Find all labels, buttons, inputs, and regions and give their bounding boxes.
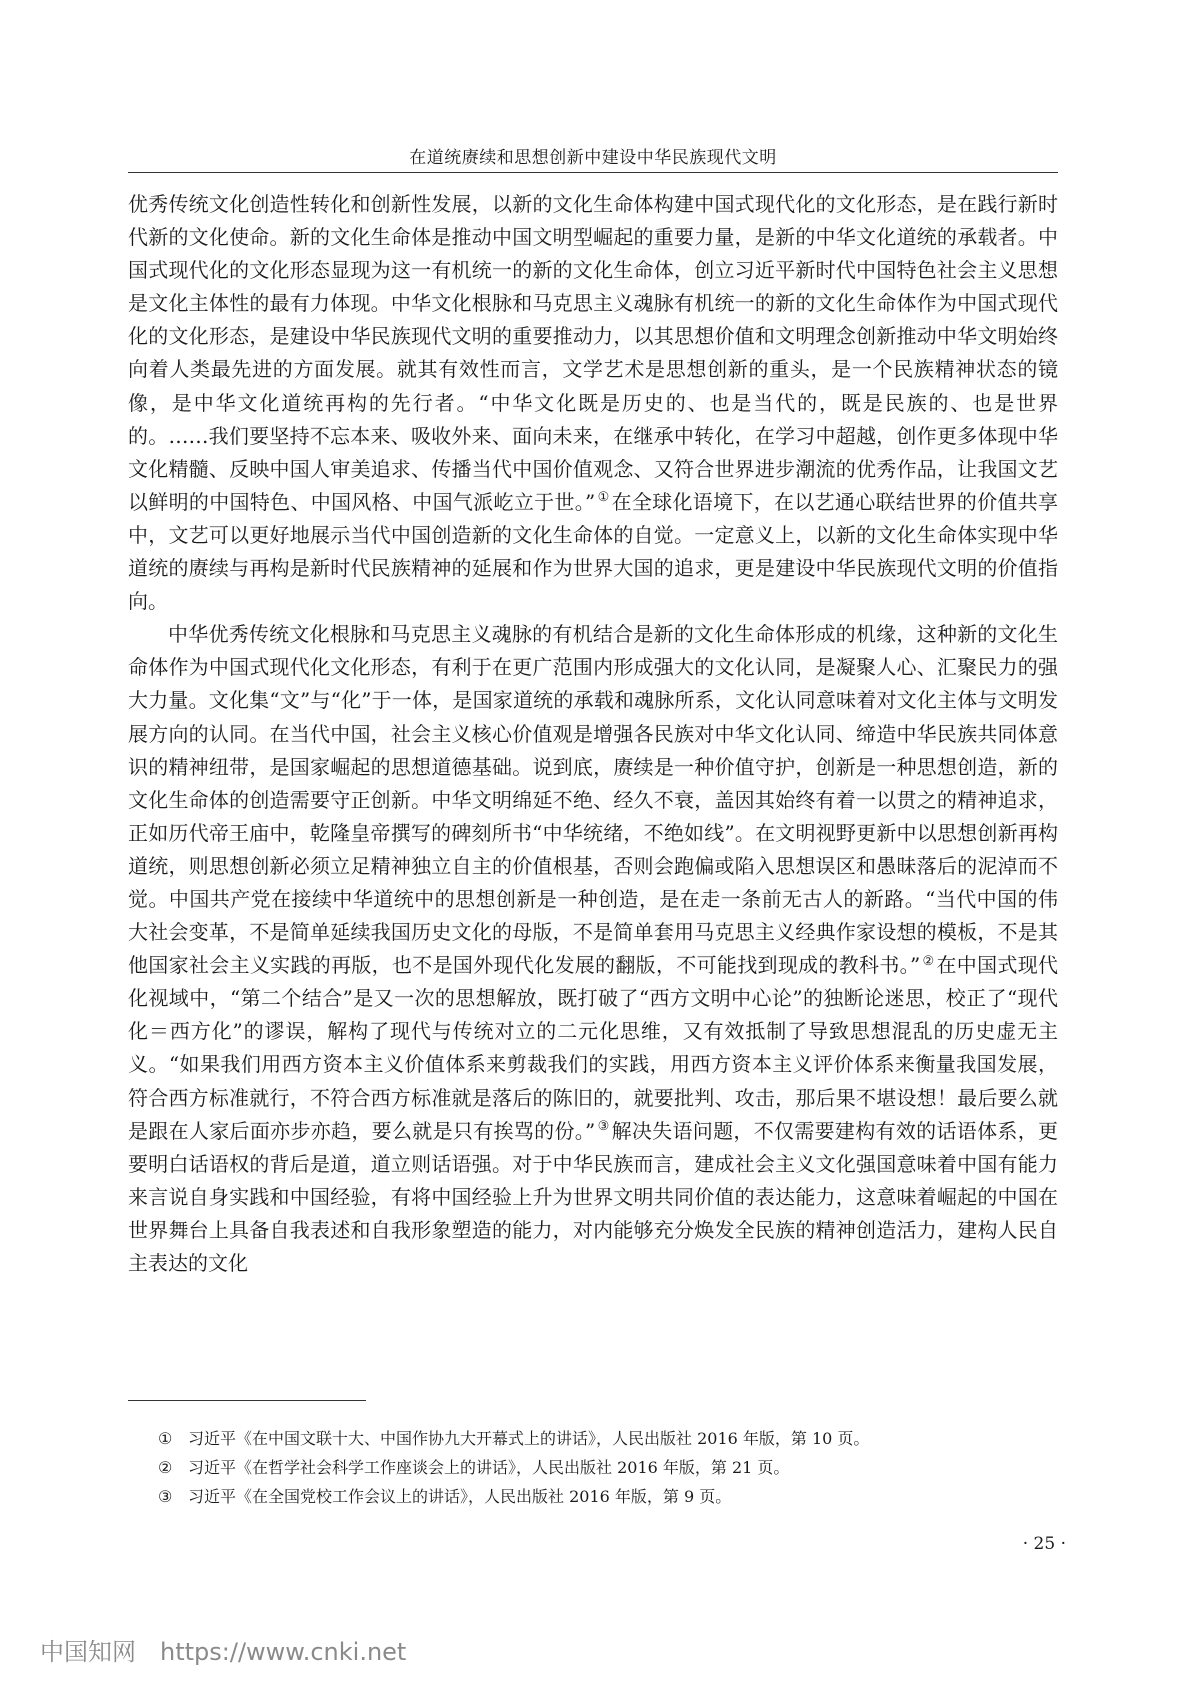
paragraph-2-text-b: 在中国式现代化视域中，“第二个结合”是又一次的思想解放，既打破了“西方文明中心论”的独断论迷思，校正了“现代化＝西方化”的谬误，解构了现代与传统对立的二元化思维，又有效抵制了导致思想混乱的历史虚无主义。“如果我们用西方资本主义价值体系来剪裁我们的实践，用西方资本主义评价体系来衡量我国发展，符合西方标准就行，不符合西方标准就是落后的陈旧的，就要批判、攻击，那后果不堪设想！最后要么就是跟在人家后面亦步亦趋，要么就是只有挨骂的份。” <box>128 953 1059 1143</box>
footnote-3 <box>158 1482 1038 1511</box>
header-rule <box>128 172 1058 173</box>
footnotes <box>158 1424 1038 1511</box>
page-number: · 25 · <box>1022 1534 1066 1554</box>
paragraph-1 <box>128 188 1058 618</box>
footnote-2 <box>158 1453 1038 1482</box>
footnote-mark: ③ <box>158 1487 173 1506</box>
paragraph-2 <box>128 618 1058 1280</box>
running-header: 在道统赓续和思想创新中建设中华民族现代文明 <box>409 148 777 168</box>
footnote-1 <box>158 1424 1038 1453</box>
footnote-mark: ① <box>158 1429 173 1448</box>
footnote-ref-3[interactable]: ③ <box>597 1118 610 1134</box>
footnote-ref-1[interactable]: ① <box>597 490 610 506</box>
footnote-ref-2[interactable]: ② <box>922 953 935 969</box>
paragraph-1-text-a: 优秀传统文化创造性转化和创新性发展，以新的文化生命体构建中国式现代化的文化形态，是在践行新时代新的文化使命。新的文化生命体是推动中国文明型崛起的重要力量，是新的中华文化道统的承载者。中国式现代化的文化形态显现为这一有机统一的新的文化生命体，创立习近平新时代中国特色社会主义思想是文化主体性的最有力体现。中华文化根脉和马克思主义魂脉有机统一的新的文化生命体作为中国式现代化的文化形态，是建设中华民族现代文明的重要推动力，以其思想价值和文明理念创新推动中华文明始终向着人类最先进的方面发展。就其有效性而言，文学艺术是思想创新的重头，是一个民族精神状态的镜像，是中华文化道统再构的先行者。“中华文化既是历史的、也是当代的，既是民族的、也是世界的。……我们要坚持不忘本来、吸收外来、面向未来，在继承中转化，在学习中超越，创作更多体现中华文化精髓、反映中国人审美追求、传播当代中国价值观念、又符合世界进步潮流的优秀作品，让我国文艺以鲜明的中国特色、中国风格、中国气派屹立于世。” <box>128 192 1058 514</box>
watermark-url[interactable]: https://www.cnki.net <box>160 1638 407 1666</box>
watermark-brand: 中国知网 <box>40 1638 136 1666</box>
footnote-text: 习近平《在全国党校工作会议上的讲话》，人民出版社 2016 年版，第 9 页。 <box>188 1487 732 1506</box>
footnote-text: 习近平《在中国文联十大、中国作协九大开幕式上的讲话》，人民出版社 2016 年版，第 10 页。 <box>188 1429 870 1448</box>
paragraph-1-text-b: 在全球化语境下，在以艺通心联结世界的价值共享中，文艺可以更好地展示当代中国创造新的文化生命体的自觉。一定意义上，以新的文化生命体实现中华道统的赓续与再构是新时代民族精神的延展和作为世界大国的追求，更是建设中华民族现代文明的价值指向。 <box>128 489 1059 614</box>
footnote-mark: ② <box>158 1458 173 1477</box>
paragraph-2-text-a: 中华优秀传统文化根脉和马克思主义魂脉的有机结合是新的文化生命体形成的机缘，这种新的文化生命体作为中国式现代化文化形态，有利于在更广范围内形成强大的文化认同，是凝聚人心、汇聚民力的强大力量。文化集“文”与“化”于一体，是国家道统的承载和魂脉所系，文化认同意味着对文化主体与文明发展方向的认同。在当代中国，社会主义核心价值观是增强各民族对中华文化认同、缔造中华民族共同体意识的精神纽带，是国家崛起的思想道德基础。说到底，赓续是一种价值守护，创新是一种思想创造，新的文化生命体的创造需要守正创新。中华文明绵延不绝、经久不衰，盖因其始终有着一以贯之的精神追求，正如历代帝王庙中，乾隆皇帝撰写的碑刻所书“中华统绪，不绝如线”。在文明视野更新中以思想创新再构道统，则思想创新必须立足精神独立自主的价值根基，否则会跑偏或陷入思想误区和愚昧落后的泥淖而不觉。中国共产党在接续中华道统中的思想创新是一种创造，是在走一条前无古人的新路。“当代中国的伟大社会变革，不是简单延续我国历史文化的母版，不是简单套用马克思主义经典作家设想的模板，不是其他国家社会主义实践的再版，也不是国外现代化发展的翻版，不可能找到现成的教科书。” <box>128 622 1058 978</box>
footnote-text: 习近平《在哲学社会科学工作座谈会上的讲话》，人民出版社 2016 年版，第 21 页。 <box>188 1458 790 1477</box>
body-text <box>128 188 1058 1280</box>
paragraph-2-text-c: 解决失语问题，不仅需要建构有效的话语体系，更要明白话语权的背后是道，道立则话语强。对于中华民族而言，建成社会主义文化强国意味着中国有能力来言说自身实践和中国经验，有将中国经验上升为世界文明共同价值的表达能力，这意味着崛起的中国在世界舞台上具备自我表述和自我形象塑造的能力，对内能够充分焕发全民族的精神创造活力，建构人民自主表达的文化 <box>128 1118 1059 1275</box>
footnote-rule <box>128 1400 366 1401</box>
cnki-watermark <box>40 1632 406 1667</box>
